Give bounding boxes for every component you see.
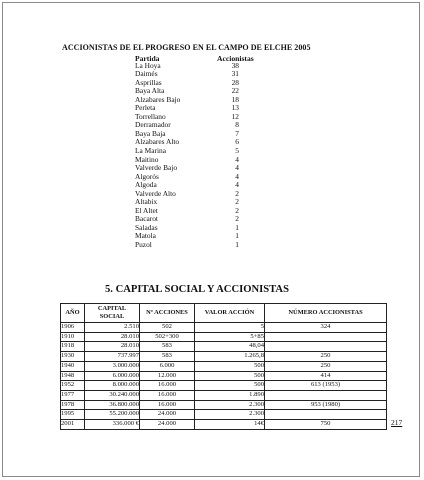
- cell-acciones: 12.000: [140, 371, 195, 381]
- cell-numero: [265, 390, 387, 400]
- partida-count: 5: [235, 145, 239, 155]
- cell-numero: 324: [265, 323, 387, 333]
- partida-count: 7: [235, 128, 239, 138]
- section-title: 5. CAPITAL SOCIAL Y ACCIONISTAS: [105, 284, 289, 295]
- cell-valor: 500: [195, 381, 265, 391]
- partida-count: 8: [235, 120, 239, 130]
- cell-year: 1977: [61, 390, 85, 400]
- header-acciones: Nº ACCIONES: [140, 304, 195, 323]
- cell-acciones: 24.000: [140, 420, 195, 430]
- partida-name: Algorós: [135, 171, 159, 181]
- cell-numero: 953 (1980): [265, 400, 387, 410]
- partida-count: 22: [231, 86, 239, 96]
- shareholders-list-title: ACCIONISTAS DE EL PROGRESO EN EL CAMPO DE ELCHE 2005: [62, 43, 311, 52]
- cell-acciones: 502+300: [140, 332, 195, 342]
- partida-count: 2: [235, 188, 239, 198]
- table-row: [61, 371, 387, 381]
- partida-name: Saladas: [135, 222, 158, 232]
- shareholders-list: [135, 62, 245, 250]
- partida-name: Asprillas: [135, 77, 162, 87]
- cell-acciones: 24.000: [140, 410, 195, 420]
- cell-valor: 14€: [195, 420, 265, 430]
- partida-count: 4: [235, 163, 239, 173]
- cell-acciones: 502: [140, 323, 195, 333]
- cell-year: 1948: [61, 371, 85, 381]
- cell-capital: 737.997: [85, 352, 140, 362]
- table-row: [61, 342, 387, 352]
- cell-year: 1918: [61, 342, 85, 352]
- table-row: [61, 400, 387, 410]
- partida-name: Puzol: [135, 239, 152, 249]
- cell-year: 1906: [61, 323, 85, 333]
- table-row: [61, 420, 387, 430]
- cell-year: 2001: [61, 420, 85, 430]
- header-capital: CAPITAL SOCIAL: [85, 304, 140, 323]
- cell-numero: 250: [265, 361, 387, 371]
- cell-valor: 48,04: [195, 342, 265, 352]
- partida-name: Maitino: [135, 154, 159, 164]
- partida-name: Valverde Bajo: [135, 163, 178, 173]
- cell-valor: 2.300: [195, 400, 265, 410]
- partida-name: Torrellano: [135, 111, 166, 121]
- cell-acciones: 583: [140, 342, 195, 352]
- partida-count: 18: [231, 94, 239, 104]
- partida-count: 1: [235, 222, 239, 232]
- partida-name: Matola: [135, 231, 156, 241]
- cell-year: 1910: [61, 332, 85, 342]
- table-row: [61, 361, 387, 371]
- list-item: [135, 241, 245, 250]
- cell-numero: 250: [265, 352, 387, 362]
- column-header-partida: Partida: [135, 53, 160, 63]
- partida-name: Valverde Alto: [135, 188, 176, 198]
- partida-name: Alzabares Alto: [135, 137, 180, 147]
- header-numero: NÚMERO ACCIONISTAS: [265, 304, 387, 323]
- cell-valor: 1.265,8: [195, 352, 265, 362]
- table-row: [61, 390, 387, 400]
- cell-valor: 500: [195, 361, 265, 371]
- cell-capital: 2.510: [85, 323, 140, 333]
- table-row: [61, 332, 387, 342]
- cell-capital: 336.000 €: [85, 420, 140, 430]
- cell-numero: 414: [265, 371, 387, 381]
- cell-numero: [265, 410, 387, 420]
- partida-name: Baya Baja: [135, 128, 166, 138]
- page-number: 217: [391, 418, 403, 427]
- cell-year: 1995: [61, 410, 85, 420]
- table-header-row: [61, 304, 387, 323]
- cell-acciones: 16.000: [140, 381, 195, 391]
- partida-name: La Hoya: [135, 60, 161, 70]
- capital-table: [60, 303, 387, 430]
- cell-acciones: 583: [140, 352, 195, 362]
- partida-name: Perleta: [135, 103, 156, 113]
- cell-capital: 55.200.000: [85, 410, 140, 420]
- partida-count: 1: [235, 231, 239, 241]
- partida-count: 31: [231, 69, 239, 79]
- partida-count: 28: [231, 77, 239, 87]
- partida-name: Algoda: [135, 180, 157, 190]
- cell-valor: 5+85: [195, 332, 265, 342]
- header-year: AÑO: [61, 304, 85, 323]
- cell-numero: [265, 342, 387, 352]
- cell-numero: [265, 332, 387, 342]
- table-row: [61, 323, 387, 333]
- cell-capital: 30.240.000: [85, 390, 140, 400]
- cell-valor: 2.300: [195, 410, 265, 420]
- partida-count: 2: [235, 205, 239, 215]
- partida-name: La Marina: [135, 145, 166, 155]
- partida-name: Bacarot: [135, 214, 158, 224]
- cell-capital: 8.000.000: [85, 381, 140, 391]
- table-row: [61, 410, 387, 420]
- partida-count: 1: [235, 239, 239, 249]
- partida-name: Baya Alta: [135, 86, 165, 96]
- cell-capital: 36.800.000: [85, 400, 140, 410]
- cell-year: 1978: [61, 400, 85, 410]
- partida-name: Alzabares Bajo: [135, 94, 181, 104]
- partida-count: 6: [235, 137, 239, 147]
- partida-count: 4: [235, 180, 239, 190]
- column-header-accionistas: Accionistas: [217, 53, 254, 63]
- cell-capital: 28.010: [85, 332, 140, 342]
- cell-valor: 5: [195, 323, 265, 333]
- partida-name: El Altet: [135, 205, 158, 215]
- cell-numero: 750: [265, 420, 387, 430]
- cell-capital: 28.010: [85, 342, 140, 352]
- cell-valor: 500: [195, 371, 265, 381]
- partida-name: Daimés: [135, 69, 158, 79]
- cell-capital: 6.000.000: [85, 371, 140, 381]
- header-valor: VALOR ACCIÓN: [195, 304, 265, 323]
- partida-name: Derramador: [135, 120, 171, 130]
- table-row: [61, 352, 387, 362]
- partida-count: 4: [235, 171, 239, 181]
- partida-count: 13: [231, 103, 239, 113]
- cell-acciones: 6.000: [140, 361, 195, 371]
- cell-acciones: 16.000: [140, 390, 195, 400]
- partida-name: Altabix: [135, 197, 158, 207]
- cell-year: 1930: [61, 352, 85, 362]
- table-row: [61, 381, 387, 391]
- partida-count: 4: [235, 154, 239, 164]
- partida-count: 2: [235, 197, 239, 207]
- cell-numero: 613 (1953): [265, 381, 387, 391]
- partida-count: 2: [235, 214, 239, 224]
- partida-count: 12: [231, 111, 239, 121]
- cell-year: 1952: [61, 381, 85, 391]
- cell-acciones: 16.000: [140, 400, 195, 410]
- cell-year: 1940: [61, 361, 85, 371]
- partida-count: 38: [231, 60, 239, 70]
- cell-capital: 3.000.000: [85, 361, 140, 371]
- cell-valor: 1.890: [195, 390, 265, 400]
